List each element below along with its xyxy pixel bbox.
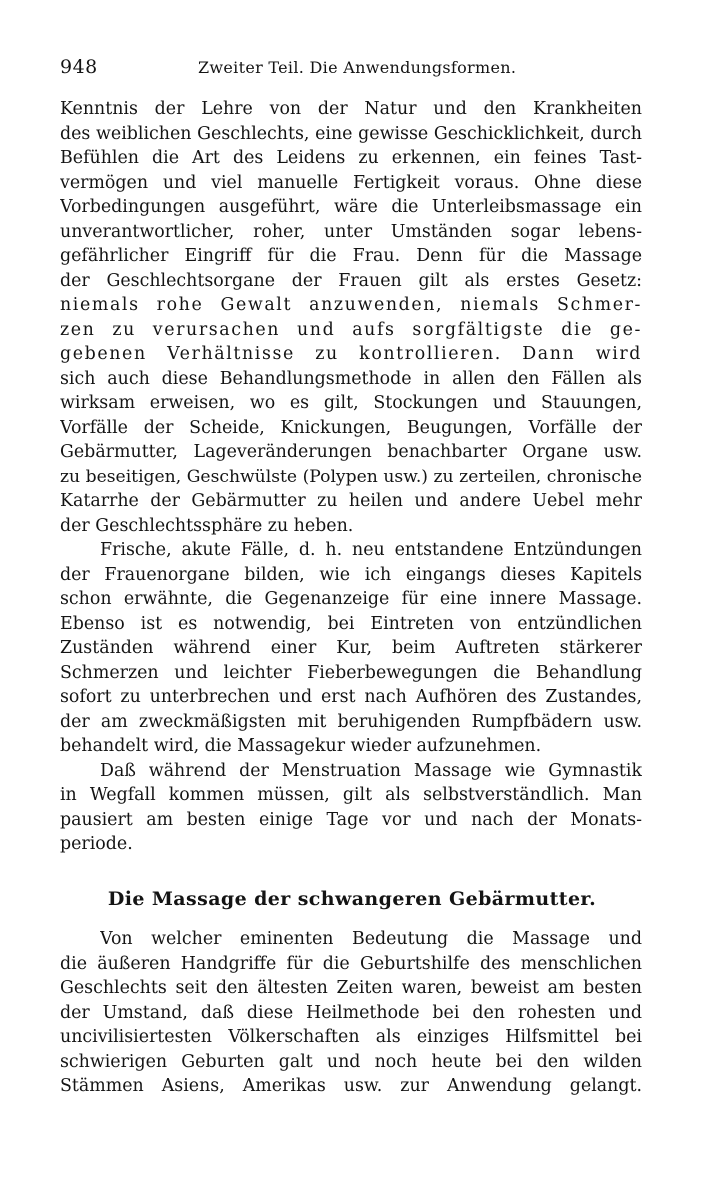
text-line: zen zu verursachen und aufs sorgfältigste die ge- — [60, 320, 642, 340]
text-line: Geschlechts seit den ältesten Zeiten waren, beweist am besten — [60, 978, 642, 998]
text-line: schwierigen Geburten galt und noch heute bei den wilden — [60, 1052, 642, 1072]
text-line: sich auch diese Behandlungsmethode in allen den Fällen als — [60, 369, 642, 389]
text-line: periode. — [60, 834, 133, 854]
running-head: Zweiter Teil. Die Anwendungsformen. — [198, 58, 517, 77]
text-line: niemals rohe Gewalt anzuwenden, niemals Schmer- — [60, 295, 642, 315]
page-header — [60, 56, 644, 82]
text-line: Kenntnis der Lehre von der Natur und den Krankheiten — [60, 99, 642, 119]
text-line: gefährlicher Eingriff für die Frau. Denn für die Massage — [60, 246, 642, 266]
text-line: Vorbedingungen ausgeführt, wäre die Unterleibsmassage ein — [60, 197, 642, 217]
text-line: Frische, akute Fälle, d. h. neu entstandene Entzündungen — [100, 540, 642, 560]
text-line: der Geschlechtssphäre zu heben. — [60, 516, 354, 536]
text-line: gebenen Verhältnisse zu kontrollieren. Dann wird — [60, 344, 642, 364]
text-line: schon erwähnte, die Gegenanzeige für eine innere Massage. — [60, 589, 642, 609]
text-line: die äußeren Handgriffe für die Geburtshilfe des menschlichen — [60, 954, 642, 974]
text-line: des weiblichen Geschlechts, eine gewisse Geschicklichkeit, durch — [60, 124, 642, 144]
page-number: 948 — [60, 56, 98, 78]
text-line: Zuständen während einer Kur, beim Auftreten stärkerer — [60, 638, 642, 658]
text-line: wirksam erweisen, wo es gilt, Stockungen und Stauungen, — [60, 393, 642, 413]
text-line: pausiert am besten einige Tage vor und nach der Monats- — [60, 810, 642, 830]
text-line: Vorfälle der Scheide, Knickungen, Beugungen, Vorfälle der — [60, 418, 642, 438]
text-line: uncivilisiertesten Völkerschaften als einziges Hilfsmittel bei — [60, 1027, 642, 1047]
section-heading: Die Massage der schwangeren Gebärmutter. — [107, 888, 597, 910]
text-line: Daß während der Menstruation Massage wie Gymnastik — [100, 761, 642, 781]
text-line: Stämmen Asiens, Amerikas usw. zur Anwendung gelangt. — [60, 1076, 642, 1096]
text-line: der am zweckmäßigsten mit beruhigenden Rumpfbädern usw. — [60, 712, 642, 732]
text-line: der Geschlechtsorgane der Frauen gilt als erstes Gesetz: — [60, 271, 642, 291]
text-line: der Umstand, daß diese Heilmethode bei den rohesten und — [60, 1003, 642, 1023]
text-line: Gebärmutter, Lageveränderungen benachbarter Organe usw. — [60, 442, 642, 462]
text-line: Befühlen die Art des Leidens zu erkennen, ein feines Tast- — [60, 148, 642, 168]
text-line: der Frauenorgane bilden, wie ich eingangs dieses Kapitels — [60, 565, 642, 585]
text-line: sofort zu unterbrechen und erst nach Aufhören des Zustandes, — [60, 687, 642, 707]
text-line: Schmerzen und leichter Fieberbewegungen die Behandlung — [60, 663, 642, 683]
text-line: Katarrhe der Gebärmutter zu heilen und andere Uebel mehr — [60, 491, 642, 511]
text-line: Ebenso ist es notwendig, bei Eintreten von entzündlichen — [60, 614, 642, 634]
text-line: unverantwortlicher, roher, unter Umständen sogar lebens- — [60, 222, 642, 242]
text-line: vermögen und viel manuelle Fertigkeit voraus. Ohne diese — [60, 173, 642, 193]
text-line: zu beseitigen, Geschwülste (Polypen usw.) zu zerteilen, chronische — [60, 467, 642, 487]
text-line: behandelt wird, die Massagekur wieder aufzunehmen. — [60, 736, 542, 756]
text-line: Von welcher eminenten Bedeutung die Massage und — [100, 929, 642, 949]
text-line: in Wegfall kommen müssen, gilt als selbstverständlich. Man — [60, 785, 642, 805]
